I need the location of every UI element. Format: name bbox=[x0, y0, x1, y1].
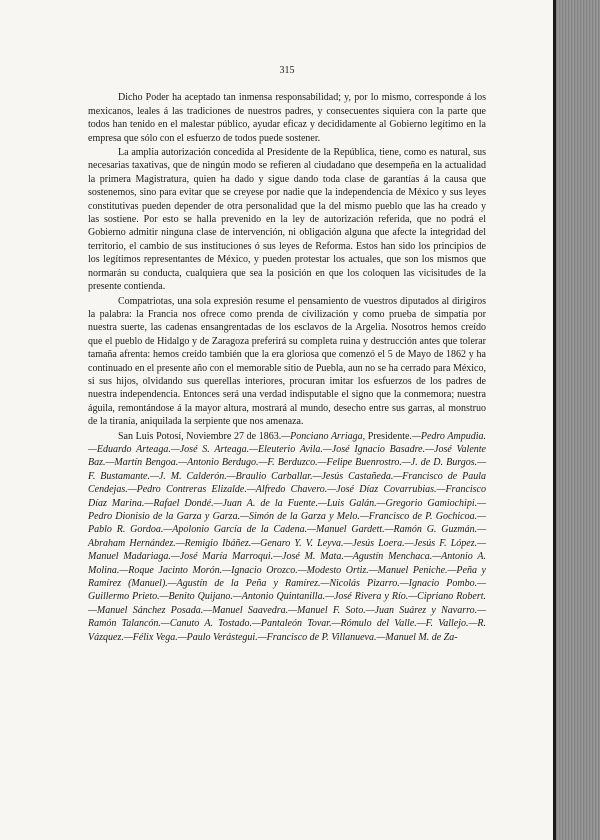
paragraph-2: La amplia autorización concedida al Presidente de la República, tiene, como es natural, sus necesarias taxativas, que de ningún modo se refieren al ciudadano que desempeña en la actualidad la primera Magistratura, quien ha dado y sigue dando toda clase de garantías á la causa que sostenemos, sino para evitar que se creyese por nadie que la independencia de México y sus leyes constitutivas pueden depender de otra personalidad que la del mismo pueblo que las ha creado y las sostiene. Por esto se halla prevenido en la ley de autorización referida, que no podrá el Gobierno admitir ninguna clase de intervención, ni obligación alguna que afecte la integridad del territorio, el cambio de sus instituciones ó sus leyes de Reforma. Estos han sido los principios de los legítimos representantes de México, y pueden protestar los actuales, que son los mismos que normarán su conducta, cualquiera que sea la posición en que los coloquen las vicisitudes de la presente contienda. bbox=[88, 147, 486, 293]
page-number: 315 bbox=[279, 65, 295, 76]
page-content bbox=[88, 64, 486, 644]
president-name: —Ponciano Arriaga, bbox=[281, 430, 366, 442]
signature-block bbox=[88, 430, 486, 645]
book-edge bbox=[556, 0, 600, 840]
paragraph-1: Dicho Poder ha aceptado tan inmensa responsabilidad; y, por lo mismo, corresponde á los mexicanos, leales á las tradiciones de nuestros padres, y consecuentes siquiera con la parte que todos han tenido en el malestar público, ayudar eficaz y decididamente al Gobierno legítimo en la empresa que sólo con el esfuerzo de todos puede sostener. bbox=[88, 92, 486, 144]
paragraph-3: Compatriotas, una sola expresión resume el pensamiento de vuestros diputados al dirigiros la palabra: la Francia nos ofrece como prenda de civilización y como prueba de simpatía por nuestra suerte, las cadenas ensangrentadas de los esclavos de la Argelia. Nosotros hemos creído que el pueblo de Hidalgo y de Zaragoza preferirá su completa ruina y destrucción antes que tolerar tamaña afrenta: hemos creído también que la era gloriosa que comenzó el 5 de Mayo de 1862 y ha continuado en el presente año con el memorable sitio de Puebla, aun no se ha cerrado para México, si sus hijos, olvidando sus querellas interiores, procuran imitar los esfuerzos de los padres de nuestra independencia. Entonces será una verdad indisputable el signo que la conmemora; nuestra águila, remontándose á la mayor altura, mostrará al mundo, desecho entre sus garras, al monstruo de la tiranía, aniquilada la serpiente que nos amenaza. bbox=[88, 295, 486, 428]
president-title: Presidente. bbox=[365, 430, 412, 442]
signer-names: —Pedro Ampudia.—Eduardo Arteaga.—José S. Arteaga.—Eleuterio Avila.—José Ignacio Basadre.—José Valente Baz.—Martín Bengoa.—Antonio Berdugo.—F. Berduzco.—Felipe Buenrostro.—J. de D. Burgos.—F. Bustamante.—J. M. Calderón.—Braulio Carballar.—Jesús Castañeda.—Francisco de Paula Cendejas.—Pedro Contreras Elizalde.—Alfredo Chavero.—José Díaz Covarrubias.—Francisco Díaz Marina.—Rafael Dondé.—Juan A. de la Fuente.—Luis Galán.—Gregorio Gamiochipi.—Pedro Dionisio de la Garza y Garza.—Simón de la Garza y Melo.—Francisco de P. Gochicoa.—Pablo R. Gordoa.—Apolonio García de la Cadena.—Manuel Gardett.—Ramón G. Guzmán.—Abraham Hernández.—Remigio Ibáñez.—Genaro Y. V. Leyva.—Jesús Loera.—Jesús F. López.—Manuel Madariaga.—José María Marroqui.—José M. Mata.—Agustín Menchaca.—Antonio A. Molina.—Roque Jacinto Morón.—Ignacio Orozco.—Modesto Ortiz.—Manuel Peniche.—Peña y Ramírez (Manuel).—Agustín de la Peña y Ramírez.—Nicolás Pizarro.—Ignacio Pombo.—Guillermo Prieto.—Benito Quijano.—Antonio Quintanilla.—José Rivera y Río.—Cipriano Robert.—Manuel Sánchez Posada.—Manuel Saavedra.—Manuel F. Soto.—Juan Suárez y Navarro.—Ramón Talancón.—Canuto A. Tostado.—Pantaleón Tovar.—Rómulo del Valle.—F. Vallejo.—R. Vázquez.—Félix Vega.—Paulo Verástegui.—Francisco de P. Villanueva.—Manuel M. de Za- bbox=[88, 430, 486, 643]
place-date: San Luis Potosí, Noviembre 27 de 1863. bbox=[118, 430, 282, 442]
